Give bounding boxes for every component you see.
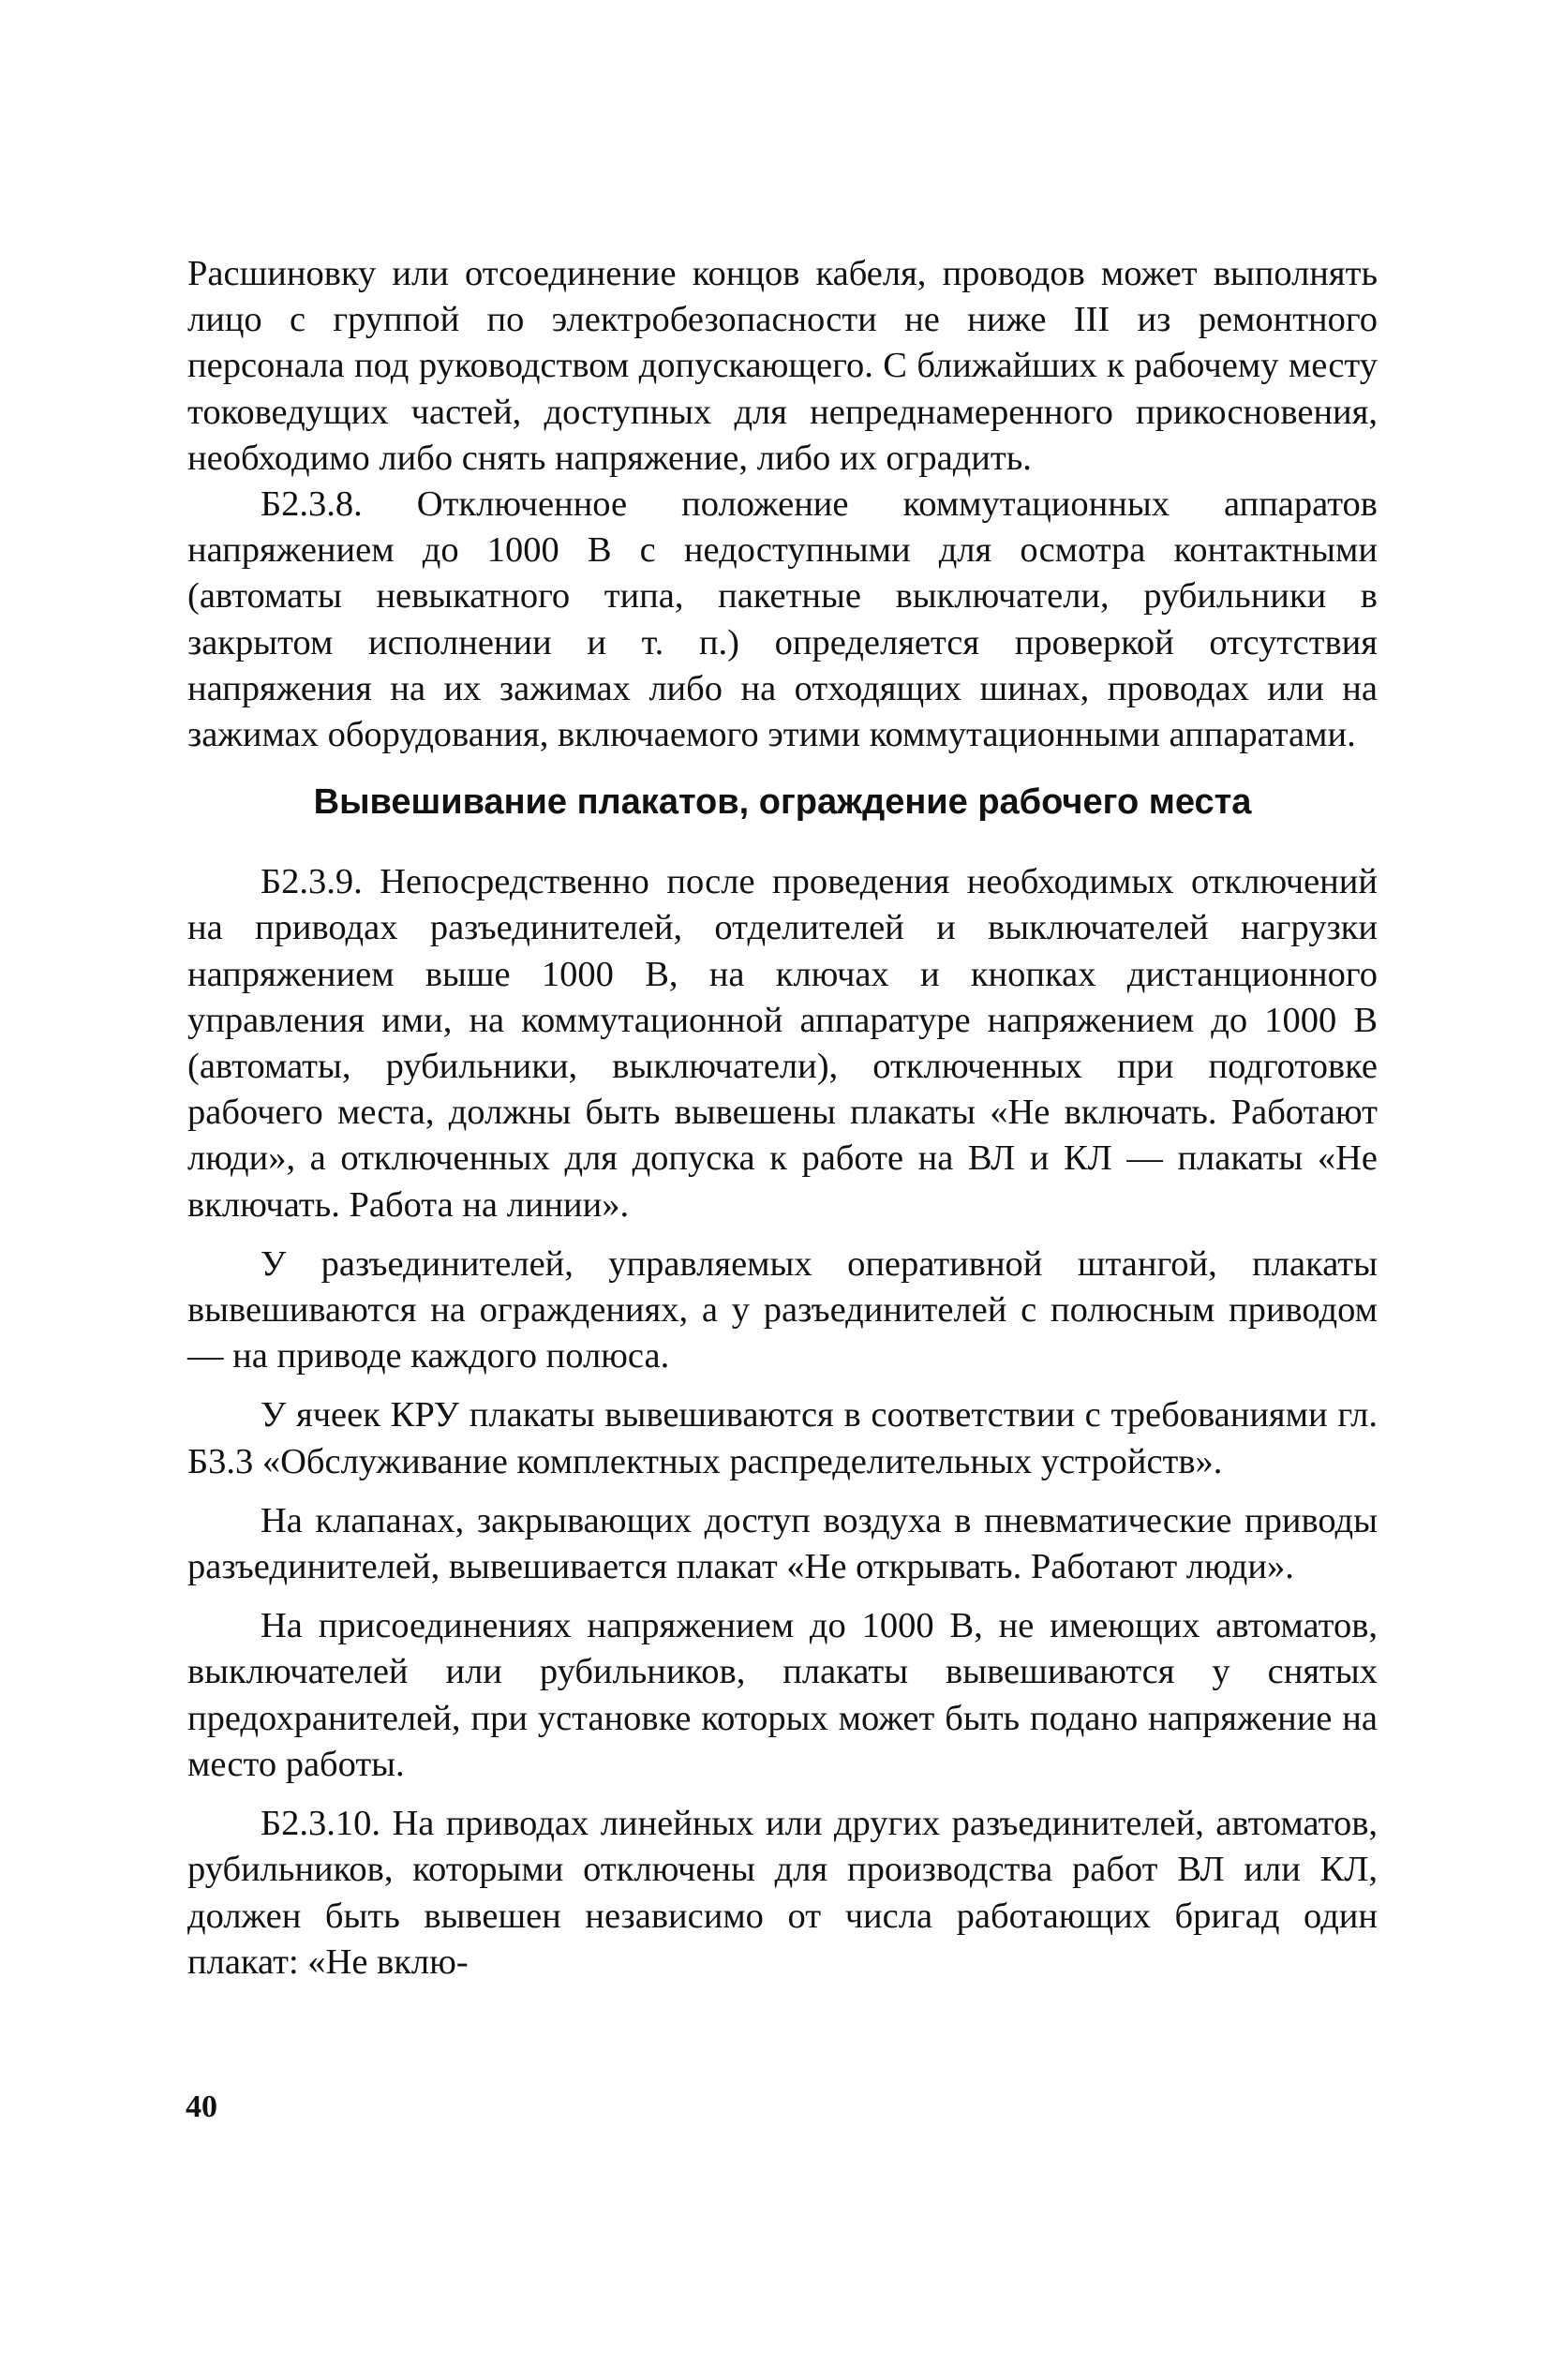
paragraph-b2-3-10: Б2.3.10. На приводах линейных или других разъединителей, автоматов, рубильников, которыми отключены для производства работ ВЛ или КЛ, должен быть вывешен независимо от числа работающих бригад один плакат: «Не вклю- [187,1804,1378,1982]
paragraph-b2-3-8: Б2.3.8. Отключенное положение коммутационных аппаратов напряжением до 1000 В с недоступными для осмотра контактными (автоматы невыкатного типа, пакетные выключатели, рубильники в закрытом исполнении и т. п.) определяется проверкой отсутствия напряжения на их зажимах либо на отходящих шинах, проводах или на зажимах оборудования, включаемого этими коммутационными аппаратами. [187,484,1378,755]
document-page [187,251,1378,1986]
paragraph-kru-cells: У ячеек КРУ плакаты вывешиваются в соответствии с требованиями гл. Б3.3 «Обслуживание комплектных распределительных устройств». [187,1395,1378,1481]
paragraph-disconnectors-rod: У разъединителей, управляемых оперативной штангой, плакаты вывешиваются на ограждениях, а у разъединителей с полюсным приводом — на приводе каждого полюса. [187,1243,1378,1376]
section-heading: Вывешивание плакатов, ограждение рабочего места [313,782,1252,823]
paragraph-cable-disconnection: Расшиновку или отсоединение концов кабеля, проводов может выполнять лицо с группой по электробезопасности не ниже III из ремонтного персонала под руководством допускающего. С ближайших к рабочему месту токоведущих частей, доступных для непреднамеренного прикосновения, необходимо либо снять напряжение, либо их оградить. [187,254,1378,478]
page-number: 40 [186,2090,217,2124]
paragraph-fuses: На присоединениях напряжением до 1000 В, не имеющих автоматов, выключателей или рубильников, плакаты вывешиваются у снятых предохранителей, при установке которых может быть подано напряжение на место работы. [187,1606,1378,1784]
paragraph-b2-3-9: Б2.3.9. Непосредственно после проведения необходимых отключений на приводах разъединителей, отделителей и выключателей нагрузки напряжением выше 1000 В, на ключах и кнопках дистанционного управления ими, на коммутационной аппаратуре напряжением до 1000 В (автоматы, рубильники, выключатели), отключенных при подготовке рабочего места, должны быть вывешены плакаты «Не включать. Работают люди», а отключенных для допуска к работе на ВЛ и КЛ — плакаты «Не включать. Работа на линии». [187,862,1378,1225]
paragraph-pneumatic-valves: На клапанах, закрывающих доступ воздуха в пневматические приводы разъединителей, вывешивается плакат «Не открывать. Работают люди». [187,1500,1378,1587]
